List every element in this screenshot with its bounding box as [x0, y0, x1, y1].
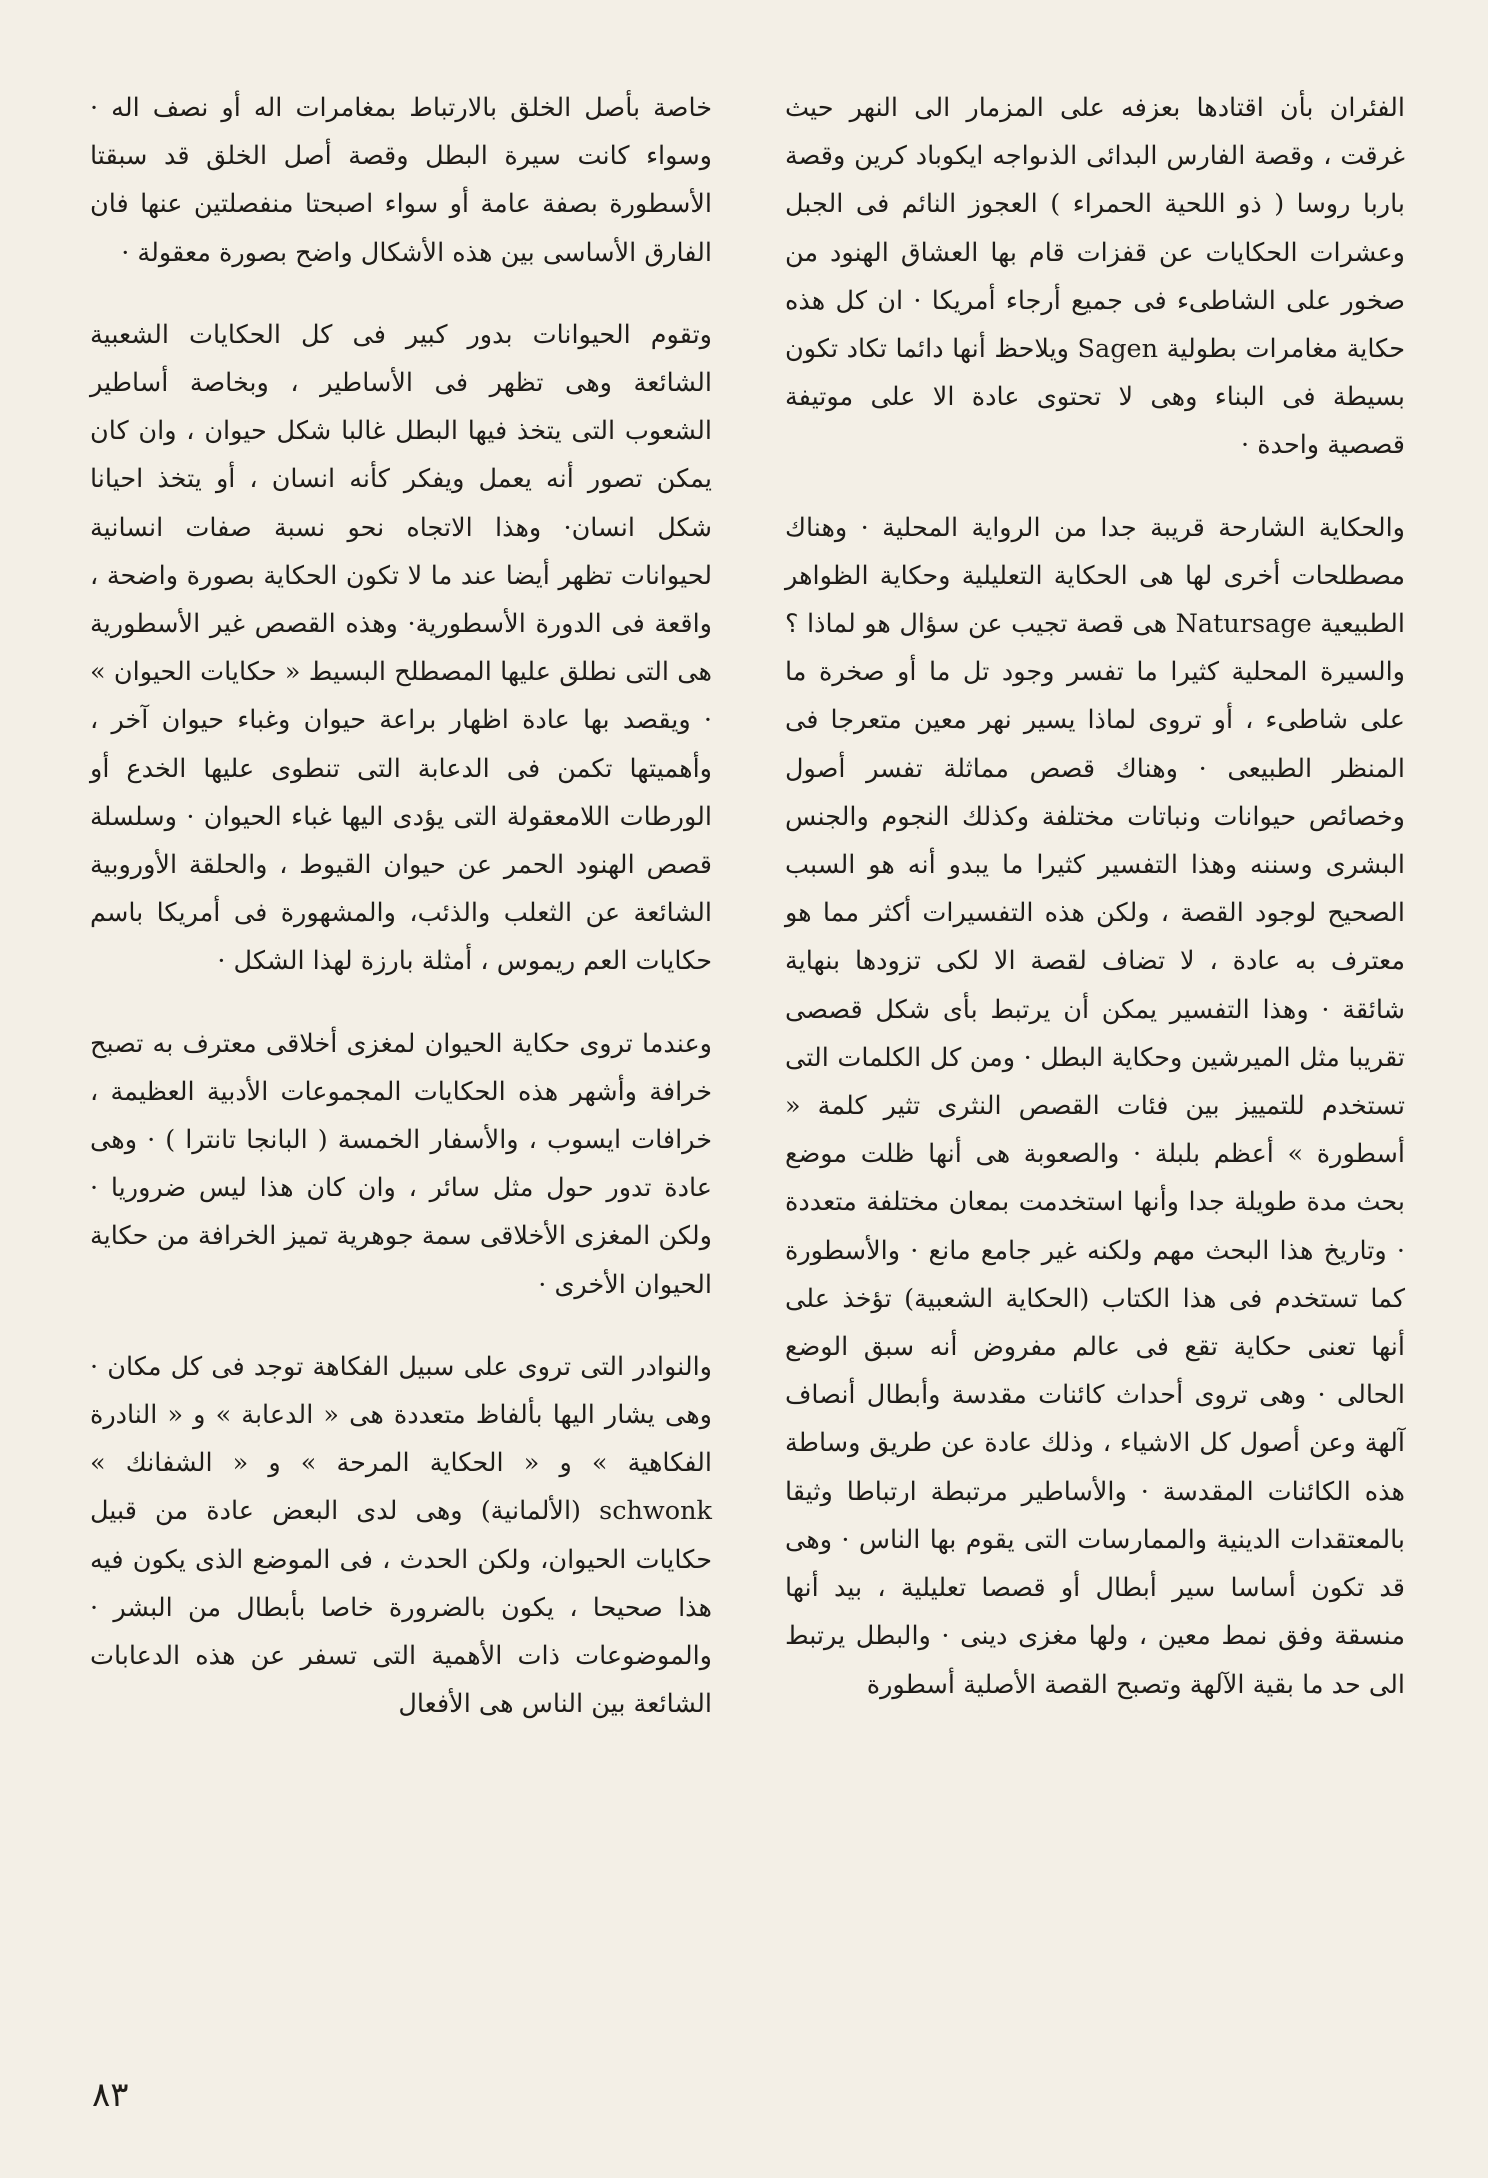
paragraph: خاصة بأصل الخلق بالارتباط بمغامرات اله أو نصف اله · وسواء كانت سيرة البطل وقصة أصل الخلق قد سبقتا الأسطورة بصفة عامة أو سواء اصبحتا منفصلتين عنها فان الفارق الأساسى بين هذه الأشكال واضح بصورة معقولة · — [90, 93, 712, 268]
left-text-column — [90, 84, 712, 1729]
paragraph: وتقوم الحيوانات بدور كبير فى كل الحكايات الشعبية الشائعة وهى تظهر فى الأساطير ، وبخاصة أساطير الشعوب التى يتخذ فيها البطل غالبا شكل حيوان ، وان كان يمكن تصور أنه يعمل ويفكر كأنه انسان ، أو يتخذ احيانا شكل انسان· وهذا الاتجاه نحو نسبة صفات انسانية لحيوانات تظهر أيضا عند ما لا تكون الحكاية بصورة واضحة ، واقعة فى الدورة الأسطورية· وهذه القصص غير الأسطورية هى التى نطلق عليها المصطلح البسيط « حكايات الحيوان » · ويقصد بها عادة اظهار براعة حيوان وغباء حيوان آخر ، وأهميتها تكمن فى الدعابة التى تنطوى عليها الخدع أو الورطات اللامعقولة التى يؤدى اليها غباء الحيوان · وسلسلة قصص الهنود الحمر عن حيوان القيوط ، والحلقة الأوروبية الشائعة عن الثعلب والذئب، والمشهورة فى أمريكا باسم حكايات العم ريموس ، أمثلة بارزة لهذا الشكل · — [90, 319, 712, 977]
paragraph: والنوادر التى تروى على سبيل الفكاهة توجد فى كل مكان · وهى يشار اليها بألفاظ متعددة هى « الدعابة » و « النادرة الفكاهية » و « الحكاية المرحة » و « الشفانك » schwonk (الألمانية) وهى لدى البعض عادة من قبيل حكايات الحيوان، ولكن الحدث ، فى الموضع الذى يكون فيه هذا صحيحا ، يكون بالضرورة خاصا بأبطال من البشر · والموضوعات ذات الأهمية التى تسفر عن هذه الدعابات الشائعة بين الناس هى الأفعال — [90, 1351, 712, 1720]
paragraph: والحكاية الشارحة قريبة جدا من الرواية المحلية · وهناك مصطلحات أخرى لها هى الحكاية التعليلية وحكاية الظواهر الطبيعية Natursage هى قصة تجيب عن سؤال هو لماذا ؟ والسيرة المحلية كثيرا ما تفسر وجود تل ما أو صخرة ما على شاطىء ، أو تروى لماذا يسير نهر معين متعرجا فى المنظر الطبيعى · وهناك قصص مماثلة تفسر أصول وخصائص حيوانات ونباتات مختلفة وكذلك النجوم والجنس البشرى وسننه وهذا التفسير كثيرا ما يبدو أنه هو السبب الصحيح لوجود القصة ، ولكن هذه التفسيرات أكثر مما هو معترف به عادة ، لا تضاف لقصة الا لكى تزودها بنهاية شائقة · وهذا التفسير يمكن أن يرتبط بأى شكل قصصى تقريبا مثل الميرشين وحكاية البطل · ومن كل الكلمات التى تستخدم للتمييز بين فئات القصص النثرى تثير كلمة « أسطورة » أعظم بلبلة · والصعوبة هى أنها ظلت موضع بحث مدة طويلة جدا وأنها استخدمت بمعان مختلفة متعددة · وتاريخ هذا البحث مهم ولكنه غير جامع مانع · والأسطورة كما تستخدم فى هذا الكتاب (الحكاية الشعبية) تؤخذ على أنها تعنى حكاية تقع فى عالم مفروض أنه سبق الوضع الحالى · وهى تروى أحداث كائنات مقدسة وأبطال أنصاف آلهة وعن أصول كل الاشياء ، وذلك عادة عن طريق وساطة هذه الكائنات المقدسة · والأساطير مرتبطة ارتباطا وثيقا بالمعتقدات الدينية والممارسات التى يقوم بها الناس · وهى قد تكون أساسا سير أبطال أو قصصا تعليلية ، بيد أنها منسقة وفق نمط معين ، ولها مغزى دينى · والبطل يرتبط الى حد ما بقية الآلهة وتصبح القصة الأصلية أسطورة — [785, 512, 1406, 1700]
paragraph: وعندما تروى حكاية الحيوان لمغزى أخلاقى معترف به تصبح خرافة وأشهر هذه الحكايات المجموعات الأدبية العظيمة ، خرافات ايسوب ، والأسفار الخمسة ( البانجا تانترا ) · وهى عادة تدور حول مثل سائر ، وان كان هذا ليس ضروريا · ولكن المغزى الأخلاقى سمة جوهرية تميز الخرافة من حكاية الحيوان الأخرى · — [90, 1028, 712, 1300]
right-text-column — [785, 84, 1405, 1709]
page-number: ٨٣ — [92, 2075, 129, 2115]
paragraph: الفئران بأن اقتادها بعزفه على المزمار الى النهر حيث غرقت ، وقصة الفارس البدائى الذىواجه ايكوباد كرين وقصة باربا روسا ( ذو اللحية الحمراء ) العجوز النائم فى الجبل وعشرات الحكايات عن قفزات قام بها العشاق الهنود من صخور على الشاطىء فى جميع أرجاء أمريكا · ان كل هذه حكاية مغامرات بطولية Sagen ويلاحظ أنها دائما تكاد تكون بسيطة فى البناء وهى لا تحتوى عادة الا على موتيفة قصصية واحدة · — [785, 93, 1406, 461]
